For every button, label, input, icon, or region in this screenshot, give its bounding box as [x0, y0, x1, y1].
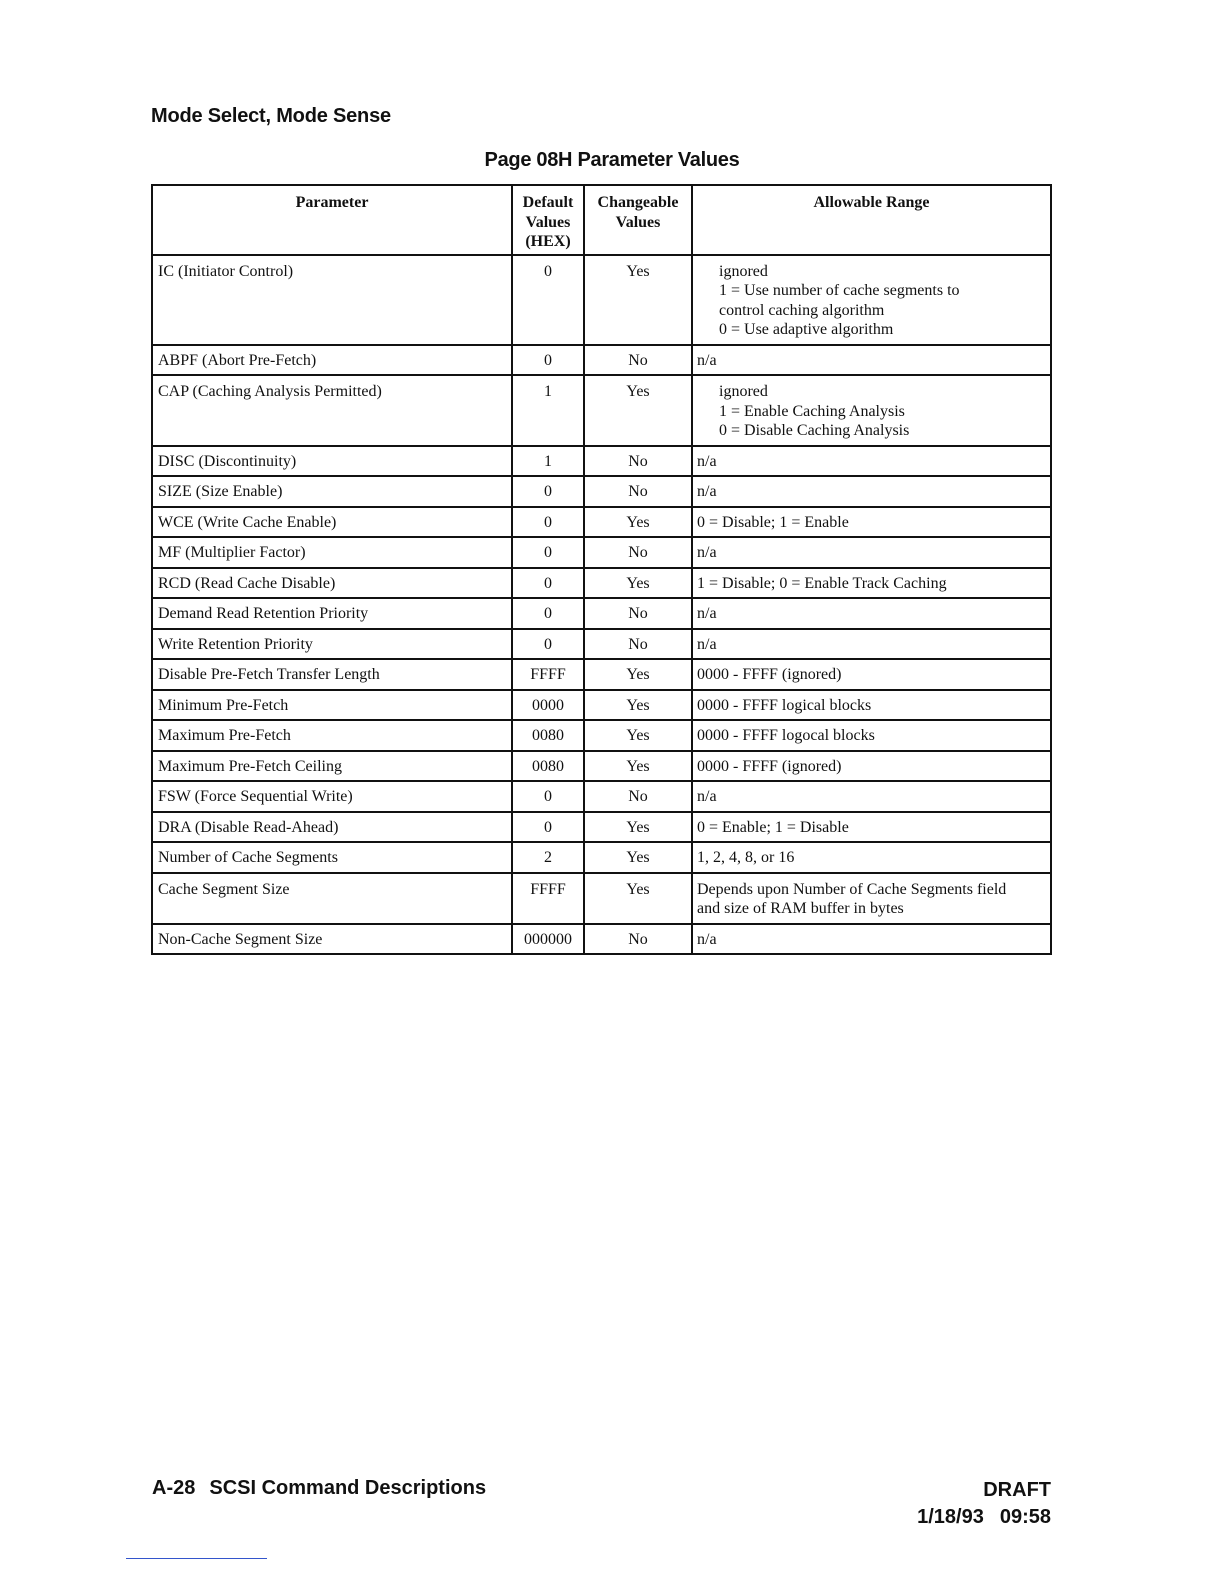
footer-date: 1/18/93 — [917, 1506, 984, 1528]
parameter-cell: Cache Segment Size — [152, 873, 512, 924]
footer-right — [917, 1477, 1051, 1531]
column-header-default-line: (HEX) — [525, 233, 571, 250]
default-value-cell: 0 — [512, 812, 584, 843]
parameter-cell: Number of Cache Segments — [152, 842, 512, 873]
parameter-cell: Maximum Pre-Fetch — [152, 720, 512, 751]
default-value-cell: 0 — [512, 476, 584, 507]
table-row — [152, 842, 1051, 873]
default-value-cell: 0 — [512, 537, 584, 568]
changeable-cell: Yes — [584, 659, 692, 690]
changeable-cell: Yes — [584, 568, 692, 599]
allowable-range-line: control caching algorithm — [719, 301, 885, 319]
default-value-cell: 0 — [512, 507, 584, 538]
default-value-cell: 1 — [512, 446, 584, 477]
default-value-cell: 0 — [512, 629, 584, 660]
table-row — [152, 375, 1051, 446]
allowable-range-line: n/a — [697, 544, 717, 561]
parameter-cell: Maximum Pre-Fetch Ceiling — [152, 751, 512, 782]
changeable-cell: No — [584, 446, 692, 477]
column-header-changeable — [584, 185, 692, 255]
parameter-cell: FSW (Force Sequential Write) — [152, 781, 512, 812]
parameter-cell: Write Retention Priority — [152, 629, 512, 660]
parameter-cell: CAP (Caching Analysis Permitted) — [152, 375, 512, 446]
allowable-range-cell — [692, 446, 1051, 477]
changeable-cell: Yes — [584, 375, 692, 446]
allowable-range-cell — [692, 659, 1051, 690]
allowable-range-line: n/a — [697, 605, 717, 622]
allowable-range-line: 0 = Disable Caching Analysis — [719, 422, 910, 439]
default-value-cell: 0 — [512, 568, 584, 599]
changeable-cell: No — [584, 345, 692, 376]
parameter-cell: DISC (Discontinuity) — [152, 446, 512, 477]
default-value-cell: 1 — [512, 375, 584, 446]
changeable-cell: No — [584, 476, 692, 507]
table-row — [152, 690, 1051, 721]
allowable-range-line: and size of RAM buffer in bytes — [697, 900, 904, 917]
footer-chapter: SCSI Command Descriptions — [209, 1477, 487, 1499]
parameter-cell: Non-Cache Segment Size — [152, 924, 512, 955]
parameter-table — [151, 184, 1052, 955]
allowable-range-line: 1 = Enable Caching Analysis — [719, 402, 905, 420]
allowable-range-cell — [692, 690, 1051, 721]
table-row — [152, 568, 1051, 599]
default-value-cell: 0000 — [512, 690, 584, 721]
allowable-range-line: ignored — [719, 383, 768, 400]
allowable-range-cell — [692, 720, 1051, 751]
allowable-range-line: 1, 2, 4, 8, or 16 — [697, 849, 795, 866]
table-row — [152, 924, 1051, 955]
allowable-range-line: n/a — [697, 788, 717, 805]
section-title: Mode Select, Mode Sense — [151, 105, 391, 127]
changeable-cell: Yes — [584, 720, 692, 751]
changeable-cell: Yes — [584, 842, 692, 873]
allowable-range-line: n/a — [697, 351, 717, 369]
default-value-cell: 0080 — [512, 751, 584, 782]
changeable-cell: Yes — [584, 873, 692, 924]
table-title: Page 08H Parameter Values — [484, 149, 740, 171]
table-row — [152, 659, 1051, 690]
allowable-range-line: 0000 - FFFF (ignored) — [697, 666, 842, 683]
column-header-changeable-line: Values — [615, 213, 661, 231]
table-row — [152, 598, 1051, 629]
parameter-cell: DRA (Disable Read-Ahead) — [152, 812, 512, 843]
default-value-cell: 2 — [512, 842, 584, 873]
allowable-range-cell — [692, 812, 1051, 843]
table-row — [152, 781, 1051, 812]
allowable-range-cell — [692, 873, 1051, 924]
footer-page-number: A-28 — [152, 1477, 196, 1499]
column-header-default-line: Default — [522, 194, 574, 211]
allowable-range-line: n/a — [697, 635, 717, 653]
allowable-range-cell — [692, 537, 1051, 568]
footer-left — [152, 1477, 486, 1500]
allowable-range-line: 1 = Use number of cache segments to — [719, 282, 960, 299]
parameter-cell: RCD (Read Cache Disable) — [152, 568, 512, 599]
allowable-range-line: 0000 - FFFF logical blocks — [697, 696, 872, 714]
allowable-range-line: 0 = Enable; 1 = Disable — [697, 818, 849, 836]
allowable-range-cell — [692, 842, 1051, 873]
allowable-range-line: 1 = Disable; 0 = Enable Track Caching — [697, 574, 947, 592]
allowable-range-line: n/a — [697, 452, 717, 470]
table-row — [152, 345, 1051, 376]
table-row — [152, 812, 1051, 843]
allowable-range-cell — [692, 568, 1051, 599]
changeable-cell: No — [584, 537, 692, 568]
allowable-range-cell — [692, 255, 1051, 345]
column-header-parameter: Parameter — [152, 185, 512, 255]
allowable-range-cell — [692, 345, 1051, 376]
changeable-cell: No — [584, 598, 692, 629]
default-value-cell: 000000 — [512, 924, 584, 955]
table-row — [152, 629, 1051, 660]
default-value-cell: 0 — [512, 345, 584, 376]
footer-timestamp — [917, 1504, 1051, 1531]
allowable-range-line: 0 = Disable; 1 = Enable — [697, 513, 849, 531]
allowable-range-cell — [692, 507, 1051, 538]
footer-time: 09:58 — [999, 1506, 1051, 1528]
allowable-range-cell — [692, 476, 1051, 507]
allowable-range-cell — [692, 924, 1051, 955]
parameter-cell: WCE (Write Cache Enable) — [152, 507, 512, 538]
table-row — [152, 873, 1051, 924]
parameter-cell: MF (Multiplier Factor) — [152, 537, 512, 568]
parameter-cell: Minimum Pre-Fetch — [152, 690, 512, 721]
footer-rule — [126, 1558, 267, 1559]
default-value-cell: 0 — [512, 781, 584, 812]
table-body — [152, 255, 1051, 955]
footer-status: DRAFT — [983, 1479, 1051, 1501]
parameter-cell: Disable Pre-Fetch Transfer Length — [152, 659, 512, 690]
table-row — [152, 507, 1051, 538]
allowable-range-cell — [692, 629, 1051, 660]
table-row — [152, 537, 1051, 568]
parameter-cell: IC (Initiator Control) — [152, 255, 512, 345]
changeable-cell: Yes — [584, 507, 692, 538]
allowable-range-line: 0000 - FFFF logocal blocks — [697, 727, 875, 744]
changeable-cell: Yes — [584, 751, 692, 782]
parameter-cell: SIZE (Size Enable) — [152, 476, 512, 507]
default-value-cell: 0 — [512, 598, 584, 629]
table-header-row — [152, 185, 1051, 255]
parameter-cell: Demand Read Retention Priority — [152, 598, 512, 629]
table-row — [152, 446, 1051, 477]
changeable-cell: Yes — [584, 690, 692, 721]
allowable-range-line: 0 = Use adaptive algorithm — [719, 321, 894, 338]
allowable-range-cell — [692, 751, 1051, 782]
allowable-range-cell — [692, 375, 1051, 446]
allowable-range-cell — [692, 598, 1051, 629]
table-row — [152, 476, 1051, 507]
allowable-range-line: ignored — [719, 262, 768, 280]
default-value-cell: 0080 — [512, 720, 584, 751]
default-value-cell: FFFF — [512, 873, 584, 924]
table-row — [152, 720, 1051, 751]
column-header-default-line: Values — [525, 213, 571, 231]
changeable-cell: No — [584, 924, 692, 955]
table-row — [152, 751, 1051, 782]
changeable-cell: No — [584, 781, 692, 812]
column-header-range: Allowable Range — [692, 185, 1051, 255]
allowable-range-line: Depends upon Number of Cache Segments field — [697, 880, 1007, 898]
allowable-range-line: 0000 - FFFF (ignored) — [697, 757, 842, 775]
column-header-changeable-line: Changeable — [597, 194, 679, 211]
parameter-cell: ABPF (Abort Pre-Fetch) — [152, 345, 512, 376]
allowable-range-cell — [692, 781, 1051, 812]
table-row — [152, 255, 1051, 345]
allowable-range-line: n/a — [697, 930, 717, 948]
column-header-default — [512, 185, 584, 255]
allowable-range-line: n/a — [697, 483, 717, 500]
changeable-cell: Yes — [584, 812, 692, 843]
changeable-cell: No — [584, 629, 692, 660]
changeable-cell: Yes — [584, 255, 692, 345]
default-value-cell: 0 — [512, 255, 584, 345]
default-value-cell: FFFF — [512, 659, 584, 690]
